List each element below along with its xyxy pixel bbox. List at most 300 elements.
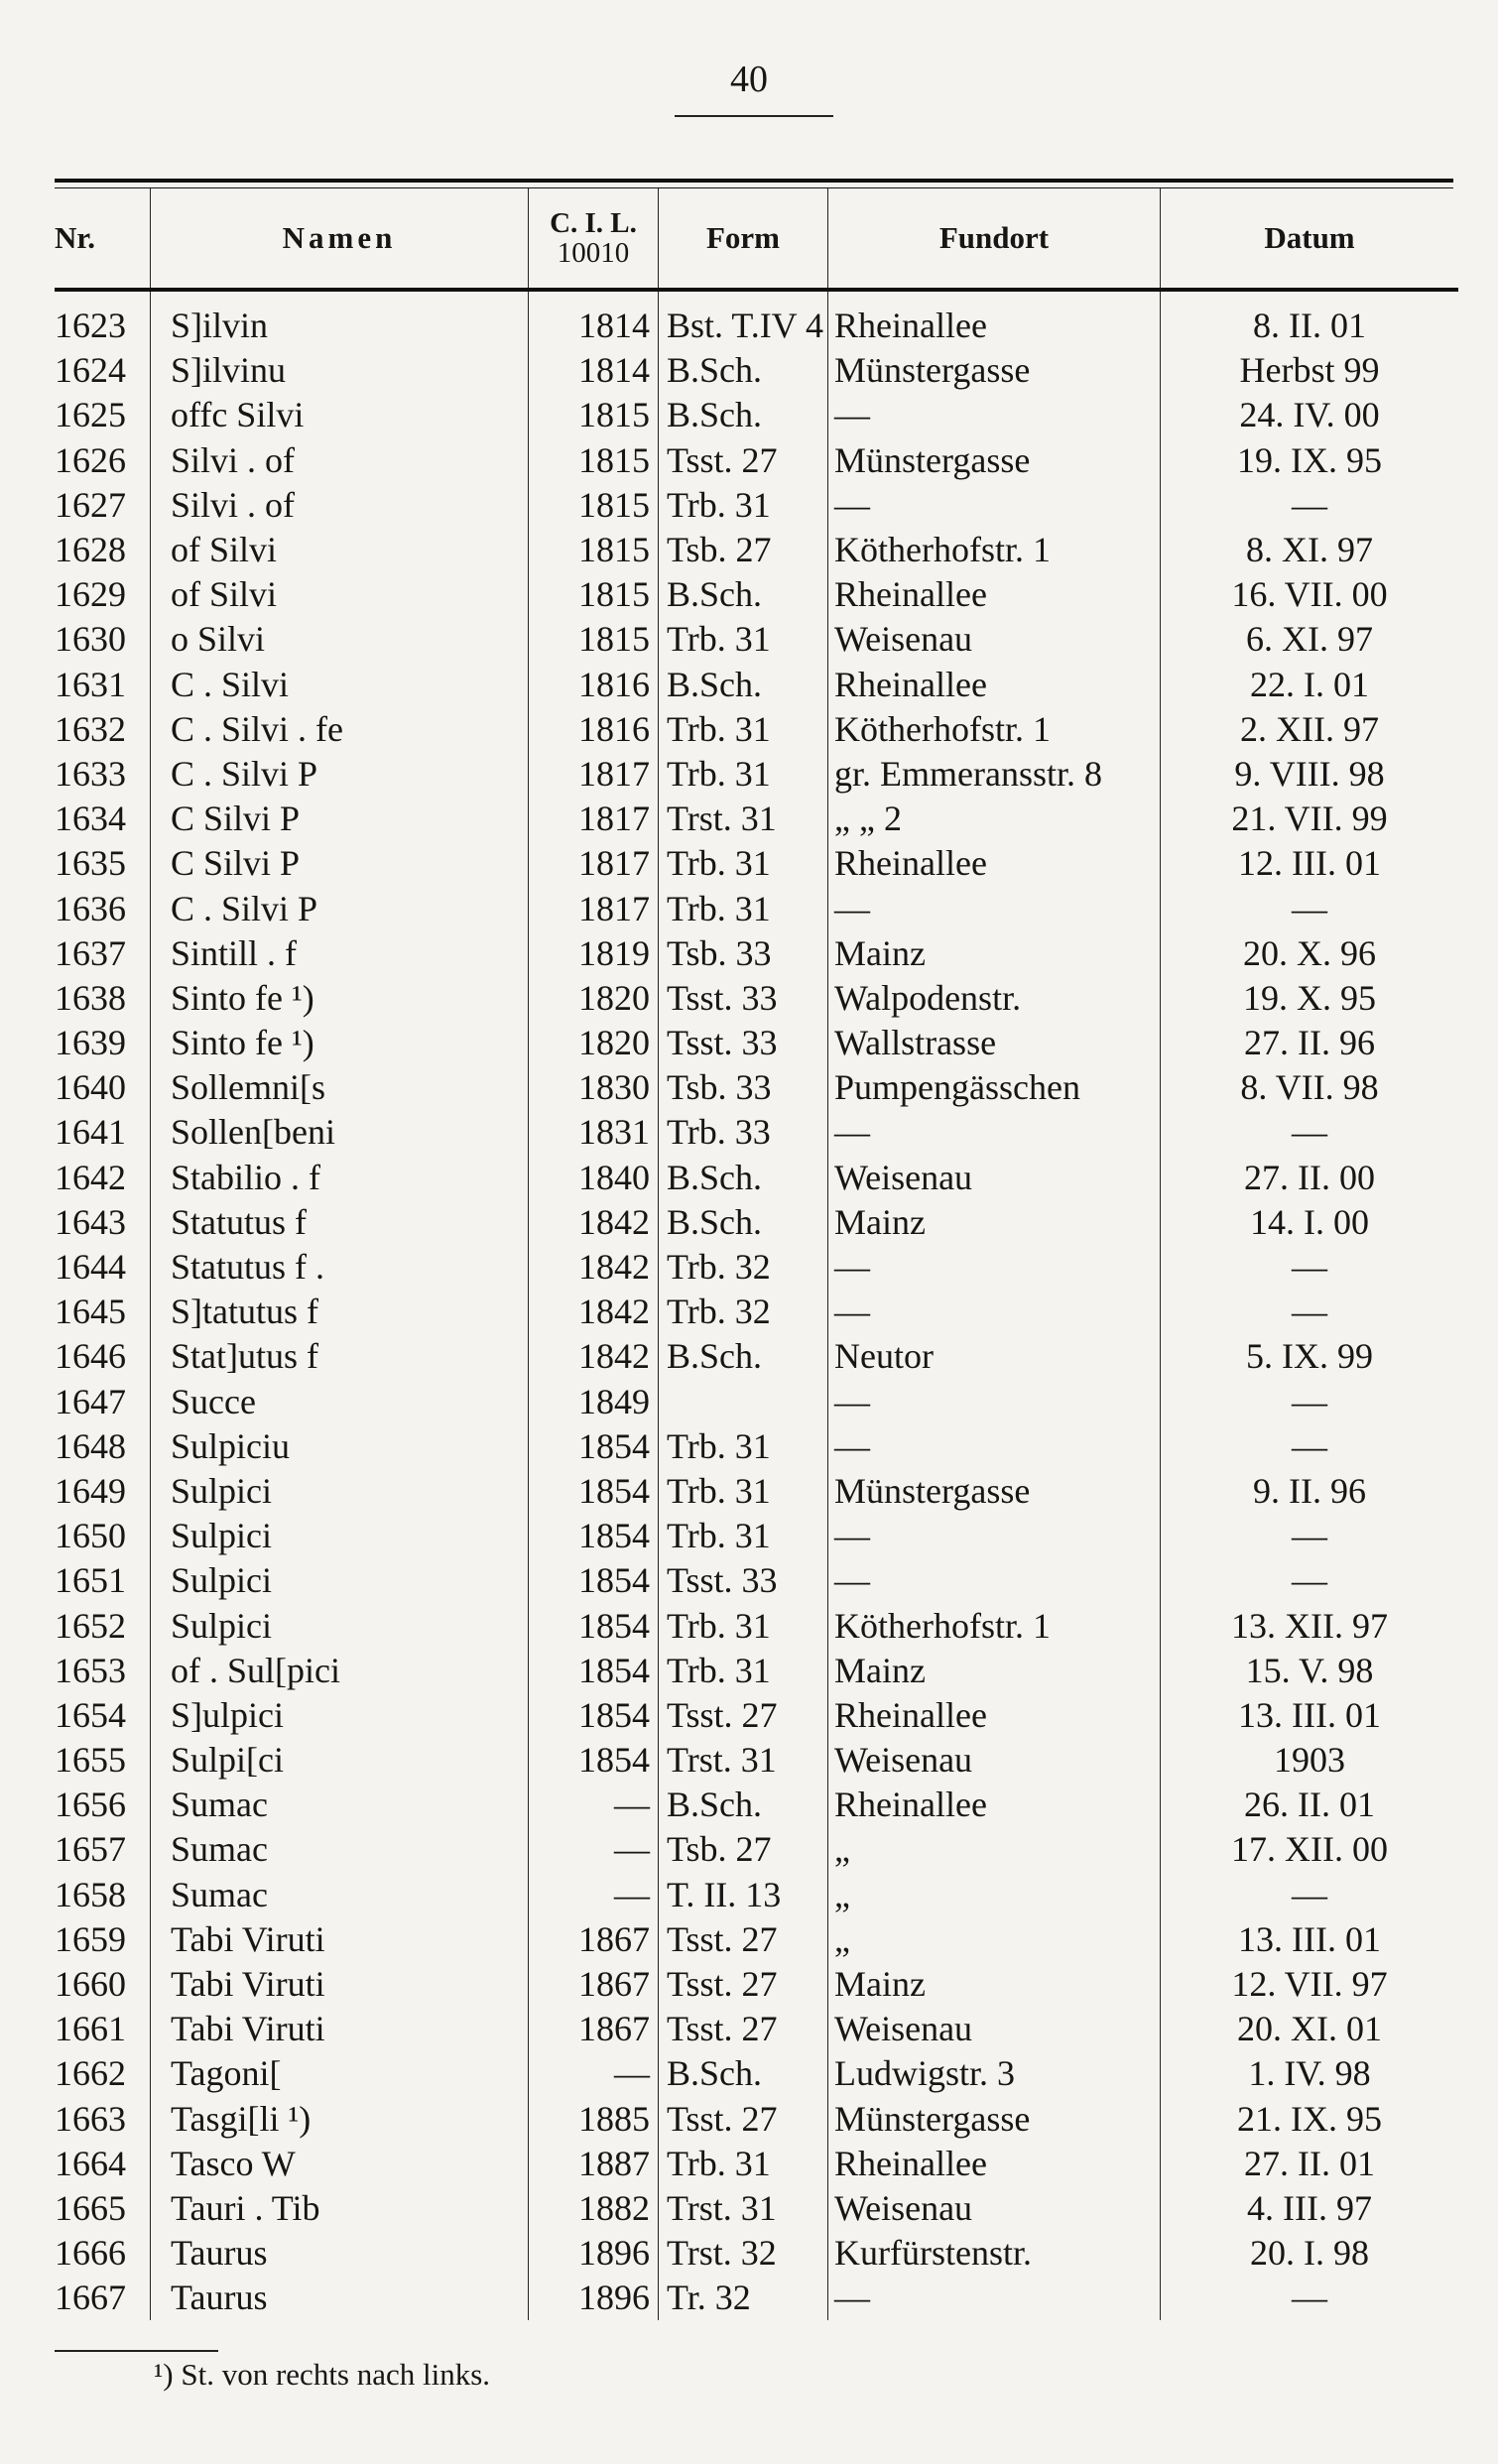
cell-datum: 20. I. 98 bbox=[1161, 2231, 1459, 2276]
cell-nr: 1644 bbox=[55, 1247, 126, 1288]
cell-fundort: Neutor bbox=[828, 1334, 1161, 1379]
cell-form: B.Sch. bbox=[659, 663, 828, 707]
table-row bbox=[55, 1110, 1458, 1155]
cell-fundort: Rheinallee bbox=[828, 841, 1161, 886]
cell-name: C . Silvi . fe bbox=[151, 707, 529, 752]
header-datum: Datum bbox=[1161, 188, 1459, 290]
cell-nr: 1629 bbox=[55, 574, 126, 615]
cell-fundort: „ „ 2 bbox=[828, 797, 1161, 841]
catalog-table-wrapper bbox=[55, 179, 1453, 2320]
cell-nr: 1649 bbox=[55, 1470, 126, 1511]
header-namen: Namen bbox=[151, 188, 529, 290]
cell-cil: 1816 bbox=[529, 663, 659, 707]
cell-datum: — bbox=[1161, 1380, 1459, 1424]
cell-nr: 1632 bbox=[55, 708, 126, 749]
cell-form: Trb. 31 bbox=[659, 617, 828, 662]
cell-nr: 1641 bbox=[55, 1112, 126, 1153]
cell-form: T. II. 13 bbox=[659, 1873, 828, 1917]
cell-nr: 1630 bbox=[55, 619, 126, 660]
cell-nr: 1658 bbox=[55, 1874, 126, 1914]
cell-form: Trst. 31 bbox=[659, 1738, 828, 1783]
cell-cil: 1896 bbox=[529, 2231, 659, 2276]
cell-datum: 8. VII. 98 bbox=[1161, 1065, 1459, 1110]
cell-nr: 1646 bbox=[55, 1336, 126, 1377]
cell-cil: 1817 bbox=[529, 797, 659, 841]
cell-form: Tsst. 27 bbox=[659, 2007, 828, 2051]
cell-fundort: — bbox=[828, 1514, 1161, 1558]
table-row bbox=[55, 1917, 1458, 1962]
cell-form: B.Sch. bbox=[659, 348, 828, 393]
cell-form: Tsst. 33 bbox=[659, 1558, 828, 1603]
cell-datum: 19. X. 95 bbox=[1161, 976, 1459, 1021]
cell-nr: 1638 bbox=[55, 977, 126, 1018]
cell-cil: 1840 bbox=[529, 1156, 659, 1200]
cell-nr: 1661 bbox=[55, 2009, 126, 2049]
cell-name: Tasco W bbox=[151, 2142, 529, 2186]
cell-name: offc Silvi bbox=[151, 393, 529, 437]
cell-nr: 1634 bbox=[55, 799, 126, 839]
cell-name: Tagoni[ bbox=[151, 2051, 529, 2096]
cell-datum: 27. II. 00 bbox=[1161, 1156, 1459, 1200]
cell-form: Trb. 31 bbox=[659, 841, 828, 886]
table-row bbox=[55, 393, 1458, 437]
cell-form: Tsst. 27 bbox=[659, 438, 828, 483]
cell-form: B.Sch. bbox=[659, 1156, 828, 1200]
cell-cil: 1815 bbox=[529, 438, 659, 483]
cell-fundort: Weisenau bbox=[828, 2186, 1161, 2231]
cell-name: Sumac bbox=[151, 1783, 529, 1827]
cell-fundort: Rheinallee bbox=[828, 1783, 1161, 1827]
cell-datum: 13. XII. 97 bbox=[1161, 1603, 1459, 1648]
cell-form: Tsst. 27 bbox=[659, 1917, 828, 1962]
cell-cil: 1842 bbox=[529, 1245, 659, 1290]
cell-name: of . Sul[pici bbox=[151, 1649, 529, 1693]
cell-datum: 21. IX. 95 bbox=[1161, 2097, 1459, 2142]
cell-form: Trb. 33 bbox=[659, 1110, 828, 1155]
cell-name: Sulpici bbox=[151, 1514, 529, 1558]
cell-cil: 1814 bbox=[529, 290, 659, 348]
cell-datum: — bbox=[1161, 1290, 1459, 1334]
table-row bbox=[55, 1021, 1458, 1065]
cell-form: Tsb. 33 bbox=[659, 931, 828, 976]
table-row bbox=[55, 2007, 1458, 2051]
cell-fundort: gr. Emmeransstr. 8 bbox=[828, 752, 1161, 797]
header-cil bbox=[529, 188, 659, 290]
cell-nr: 1623 bbox=[55, 306, 126, 346]
cell-cil: 1831 bbox=[529, 1110, 659, 1155]
cell-datum: — bbox=[1161, 2276, 1459, 2320]
header-cil-top: C. I. L. bbox=[550, 206, 637, 239]
cell-cil: 1896 bbox=[529, 2276, 659, 2320]
cell-cil: 1887 bbox=[529, 2142, 659, 2186]
cell-form: B.Sch. bbox=[659, 393, 828, 437]
table-row bbox=[55, 483, 1458, 528]
cell-name: Succe bbox=[151, 1380, 529, 1424]
cell-nr: 1651 bbox=[55, 1560, 126, 1601]
cell-fundort: Weisenau bbox=[828, 2007, 1161, 2051]
cell-name: Tabi Viruti bbox=[151, 2007, 529, 2051]
cell-datum: 20. XI. 01 bbox=[1161, 2007, 1459, 2051]
cell-name: C Silvi P bbox=[151, 797, 529, 841]
cell-datum: 24. IV. 00 bbox=[1161, 393, 1459, 437]
cell-datum: 19. IX. 95 bbox=[1161, 438, 1459, 483]
table-row bbox=[55, 1962, 1458, 2007]
catalog-table bbox=[55, 188, 1458, 2320]
cell-cil: 1854 bbox=[529, 1558, 659, 1603]
cell-nr: 1664 bbox=[55, 2143, 126, 2183]
cell-name: Sulpici bbox=[151, 1469, 529, 1514]
table-row bbox=[55, 617, 1458, 662]
cell-nr: 1637 bbox=[55, 932, 126, 973]
cell-form: Trb. 31 bbox=[659, 1603, 828, 1648]
cell-datum: 9. II. 96 bbox=[1161, 1469, 1459, 1514]
table-row bbox=[55, 1245, 1458, 1290]
cell-nr: 1645 bbox=[55, 1292, 126, 1332]
cell-fundort: Weisenau bbox=[828, 1156, 1161, 1200]
cell-nr: 1636 bbox=[55, 888, 126, 928]
cell-fundort: — bbox=[828, 1380, 1161, 1424]
cell-form: B.Sch. bbox=[659, 1783, 828, 1827]
cell-form: Tsb. 27 bbox=[659, 1827, 828, 1872]
cell-name: of Silvi bbox=[151, 528, 529, 572]
cell-cil: 1854 bbox=[529, 1514, 659, 1558]
table-row bbox=[55, 438, 1458, 483]
cell-datum: 1903 bbox=[1161, 1738, 1459, 1783]
header-form: Form bbox=[659, 188, 828, 290]
cell-fundort: Ludwigstr. 3 bbox=[828, 2051, 1161, 2096]
table-row bbox=[55, 752, 1458, 797]
cell-fundort: — bbox=[828, 886, 1161, 930]
cell-datum: 8. II. 01 bbox=[1161, 290, 1459, 348]
cell-fundort: Weisenau bbox=[828, 617, 1161, 662]
cell-form: B.Sch. bbox=[659, 2051, 828, 2096]
cell-form: Trb. 31 bbox=[659, 1649, 828, 1693]
cell-name: Sulpici bbox=[151, 1558, 529, 1603]
cell-name: Silvi . of bbox=[151, 438, 529, 483]
page-number: 40 bbox=[730, 59, 768, 100]
cell-form: Trst. 32 bbox=[659, 2231, 828, 2276]
cell-datum: 17. XII. 00 bbox=[1161, 1827, 1459, 1872]
cell-cil: 1815 bbox=[529, 572, 659, 617]
cell-form: Trb. 31 bbox=[659, 886, 828, 930]
cell-name: C Silvi P bbox=[151, 841, 529, 886]
cell-datum: 27. II. 96 bbox=[1161, 1021, 1459, 1065]
cell-fundort: Mainz bbox=[828, 1962, 1161, 2007]
cell-name: S]ulpici bbox=[151, 1693, 529, 1738]
cell-cil: — bbox=[529, 2051, 659, 2096]
cell-form: B.Sch. bbox=[659, 1334, 828, 1379]
cell-form: Trst. 31 bbox=[659, 2186, 828, 2231]
cell-name: Tasgi[li ¹) bbox=[151, 2097, 529, 2142]
table-row bbox=[55, 1156, 1458, 1200]
cell-name: Sinto fe ¹) bbox=[151, 976, 529, 1021]
cell-fundort: Rheinallee bbox=[828, 290, 1161, 348]
cell-name: of Silvi bbox=[151, 572, 529, 617]
cell-datum: — bbox=[1161, 1558, 1459, 1603]
cell-nr: 1643 bbox=[55, 1201, 126, 1242]
header-nr: Nr. bbox=[55, 219, 96, 255]
table-row bbox=[55, 1065, 1458, 1110]
cell-name: S]ilvin bbox=[151, 290, 529, 348]
cell-cil: 1815 bbox=[529, 483, 659, 528]
cell-fundort: Rheinallee bbox=[828, 572, 1161, 617]
cell-fundort: — bbox=[828, 483, 1161, 528]
cell-nr: 1652 bbox=[55, 1605, 126, 1646]
cell-datum: 13. III. 01 bbox=[1161, 1917, 1459, 1962]
cell-fundort: — bbox=[828, 1290, 1161, 1334]
cell-name: Sumac bbox=[151, 1873, 529, 1917]
cell-nr: 1665 bbox=[55, 2187, 126, 2228]
table-row bbox=[55, 976, 1458, 1021]
cell-cil: 1815 bbox=[529, 528, 659, 572]
cell-nr: 1656 bbox=[55, 1785, 126, 1825]
table-row bbox=[55, 1200, 1458, 1245]
cell-form: Tsst. 27 bbox=[659, 1693, 828, 1738]
table-row bbox=[55, 886, 1458, 930]
table-row bbox=[55, 931, 1458, 976]
cell-datum: 13. III. 01 bbox=[1161, 1693, 1459, 1738]
cell-name: o Silvi bbox=[151, 617, 529, 662]
cell-name: Stabilio . f bbox=[151, 1156, 529, 1200]
cell-datum: 15. V. 98 bbox=[1161, 1649, 1459, 1693]
cell-datum: 20. X. 96 bbox=[1161, 931, 1459, 976]
cell-datum: 8. XI. 97 bbox=[1161, 528, 1459, 572]
cell-name: Sollen[beni bbox=[151, 1110, 529, 1155]
cell-form: Trst. 31 bbox=[659, 797, 828, 841]
cell-form: Tsst. 33 bbox=[659, 976, 828, 1021]
cell-cil: 1842 bbox=[529, 1200, 659, 1245]
cell-form: Bst. T.IV 4 bbox=[659, 290, 828, 348]
cell-cil: 1882 bbox=[529, 2186, 659, 2231]
footnote: ¹) St. von rechts nach links. bbox=[154, 2357, 491, 2392]
cell-name: Sollemni[s bbox=[151, 1065, 529, 1110]
cell-form: Trb. 31 bbox=[659, 752, 828, 797]
cell-nr: 1663 bbox=[55, 2098, 126, 2139]
cell-cil: 1820 bbox=[529, 1021, 659, 1065]
cell-name: Tabi Viruti bbox=[151, 1917, 529, 1962]
cell-nr: 1635 bbox=[55, 843, 126, 884]
table-row bbox=[55, 1334, 1458, 1379]
cell-nr: 1631 bbox=[55, 664, 126, 704]
cell-cil: 1854 bbox=[529, 1424, 659, 1469]
cell-fundort: Mainz bbox=[828, 1200, 1161, 1245]
cell-fundort: — bbox=[828, 393, 1161, 437]
cell-nr: 1633 bbox=[55, 753, 126, 794]
cell-nr: 1655 bbox=[55, 1740, 126, 1781]
cell-fundort: — bbox=[828, 1424, 1161, 1469]
table-row bbox=[55, 1738, 1458, 1783]
table-row bbox=[55, 1603, 1458, 1648]
cell-cil: 1849 bbox=[529, 1380, 659, 1424]
cell-cil: 1867 bbox=[529, 1917, 659, 1962]
cell-form: Tsst. 27 bbox=[659, 2097, 828, 2142]
cell-datum: 26. II. 01 bbox=[1161, 1783, 1459, 1827]
table-row bbox=[55, 1514, 1458, 1558]
cell-nr: 1626 bbox=[55, 439, 126, 480]
cell-cil: 1854 bbox=[529, 1603, 659, 1648]
table-row bbox=[55, 1783, 1458, 1827]
cell-datum: — bbox=[1161, 1873, 1459, 1917]
table-row bbox=[55, 1424, 1458, 1469]
cell-cil: — bbox=[529, 1827, 659, 1872]
cell-nr: 1667 bbox=[55, 2278, 126, 2318]
cell-name: Sumac bbox=[151, 1827, 529, 1872]
cell-fundort: — bbox=[828, 2276, 1161, 2320]
cell-name: S]tatutus f bbox=[151, 1290, 529, 1334]
cell-fundort: Rheinallee bbox=[828, 1693, 1161, 1738]
cell-datum: 14. I. 00 bbox=[1161, 1200, 1459, 1245]
cell-datum: — bbox=[1161, 1245, 1459, 1290]
cell-datum: 27. II. 01 bbox=[1161, 2142, 1459, 2186]
cell-fundort: „ bbox=[828, 1873, 1161, 1917]
cell-datum: 12. VII. 97 bbox=[1161, 1962, 1459, 2007]
table-row bbox=[55, 2186, 1458, 2231]
cell-form bbox=[659, 1380, 828, 1424]
table-row bbox=[55, 348, 1458, 393]
cell-fundort: Münstergasse bbox=[828, 1469, 1161, 1514]
cell-name: Sulpiciu bbox=[151, 1424, 529, 1469]
cell-fundort: Rheinallee bbox=[828, 663, 1161, 707]
cell-fundort: Wallstrasse bbox=[828, 1021, 1161, 1065]
table-row bbox=[55, 707, 1458, 752]
cell-fundort: Mainz bbox=[828, 931, 1161, 976]
cell-name: C . Silvi P bbox=[151, 752, 529, 797]
cell-cil: 1885 bbox=[529, 2097, 659, 2142]
cell-datum: 21. VII. 99 bbox=[1161, 797, 1459, 841]
cell-datum: — bbox=[1161, 1514, 1459, 1558]
cell-datum: — bbox=[1161, 886, 1459, 930]
cell-name: C . Silvi P bbox=[151, 886, 529, 930]
cell-datum: 4. III. 97 bbox=[1161, 2186, 1459, 2231]
cell-cil: 1817 bbox=[529, 841, 659, 886]
cell-cil: 1854 bbox=[529, 1469, 659, 1514]
table-row bbox=[55, 2276, 1458, 2320]
cell-nr: 1625 bbox=[55, 395, 126, 435]
cell-fundort: — bbox=[828, 1558, 1161, 1603]
header-fundort: Fundort bbox=[828, 188, 1161, 290]
cell-fundort: Mainz bbox=[828, 1649, 1161, 1693]
cell-form: Trb. 31 bbox=[659, 1514, 828, 1558]
cell-name: Sulpici bbox=[151, 1603, 529, 1648]
cell-name: Sinto fe ¹) bbox=[151, 1021, 529, 1065]
cell-nr: 1666 bbox=[55, 2233, 126, 2274]
cell-datum: 9. VIII. 98 bbox=[1161, 752, 1459, 797]
cell-nr: 1648 bbox=[55, 1425, 126, 1466]
cell-fundort: Münstergasse bbox=[828, 438, 1161, 483]
cell-name: S]ilvinu bbox=[151, 348, 529, 393]
cell-fundort: Kötherhofstr. 1 bbox=[828, 1603, 1161, 1648]
cell-nr: 1628 bbox=[55, 530, 126, 570]
cell-name: C . Silvi bbox=[151, 663, 529, 707]
cell-fundort: Münstergasse bbox=[828, 348, 1161, 393]
table-row bbox=[55, 663, 1458, 707]
cell-nr: 1647 bbox=[55, 1381, 126, 1421]
table-row bbox=[55, 2097, 1458, 2142]
cell-nr: 1653 bbox=[55, 1650, 126, 1690]
cell-name: Taurus bbox=[151, 2231, 529, 2276]
cell-name: Statutus f . bbox=[151, 1245, 529, 1290]
table-row bbox=[55, 290, 1458, 348]
cell-cil: 1815 bbox=[529, 617, 659, 662]
page-number-rule bbox=[675, 115, 833, 117]
cell-cil: 1815 bbox=[529, 393, 659, 437]
cell-form: Tsst. 33 bbox=[659, 1021, 828, 1065]
cell-form: Trb. 31 bbox=[659, 2142, 828, 2186]
cell-fundort: — bbox=[828, 1110, 1161, 1155]
cell-form: B.Sch. bbox=[659, 572, 828, 617]
cell-fundort: Weisenau bbox=[828, 1738, 1161, 1783]
cell-nr: 1659 bbox=[55, 1918, 126, 1959]
cell-nr: 1639 bbox=[55, 1023, 126, 1063]
cell-nr: 1650 bbox=[55, 1516, 126, 1556]
cell-datum: 12. III. 01 bbox=[1161, 841, 1459, 886]
cell-cil: 1816 bbox=[529, 707, 659, 752]
cell-fundort: Münstergasse bbox=[828, 2097, 1161, 2142]
cell-form: Tsb. 27 bbox=[659, 528, 828, 572]
cell-form: Trb. 32 bbox=[659, 1290, 828, 1334]
cell-form: Tsb. 33 bbox=[659, 1065, 828, 1110]
table-row bbox=[55, 797, 1458, 841]
cell-nr: 1660 bbox=[55, 1964, 126, 2005]
cell-form: B.Sch. bbox=[659, 1200, 828, 1245]
cell-datum: 1. IV. 98 bbox=[1161, 2051, 1459, 2096]
cell-fundort: — bbox=[828, 1245, 1161, 1290]
table-row bbox=[55, 2051, 1458, 2096]
table-row bbox=[55, 528, 1458, 572]
cell-name: Stat]utus f bbox=[151, 1334, 529, 1379]
cell-datum: Herbst 99 bbox=[1161, 348, 1459, 393]
cell-cil: 1867 bbox=[529, 2007, 659, 2051]
cell-cil: 1814 bbox=[529, 348, 659, 393]
table-row bbox=[55, 1558, 1458, 1603]
cell-form: Trb. 31 bbox=[659, 1469, 828, 1514]
cell-fundort: Walpodenstr. bbox=[828, 976, 1161, 1021]
cell-form: Trb. 31 bbox=[659, 483, 828, 528]
cell-fundort: Pumpengässchen bbox=[828, 1065, 1161, 1110]
cell-form: Tr. 32 bbox=[659, 2276, 828, 2320]
table-body bbox=[55, 290, 1458, 2320]
table-row bbox=[55, 2231, 1458, 2276]
cell-cil: 1830 bbox=[529, 1065, 659, 1110]
table-row bbox=[55, 1827, 1458, 1872]
cell-name: Tauri . Tib bbox=[151, 2186, 529, 2231]
cell-datum: 22. I. 01 bbox=[1161, 663, 1459, 707]
cell-nr: 1642 bbox=[55, 1157, 126, 1197]
cell-datum: 6. XI. 97 bbox=[1161, 617, 1459, 662]
table-row bbox=[55, 2142, 1458, 2186]
top-rule-thick bbox=[55, 179, 1453, 183]
cell-cil: — bbox=[529, 1783, 659, 1827]
cell-datum: — bbox=[1161, 1110, 1459, 1155]
cell-name: Statutus f bbox=[151, 1200, 529, 1245]
cell-cil: — bbox=[529, 1873, 659, 1917]
table-row bbox=[55, 841, 1458, 886]
cell-cil: 1854 bbox=[529, 1693, 659, 1738]
cell-form: Trb. 31 bbox=[659, 1424, 828, 1469]
cell-name: Sintill . f bbox=[151, 931, 529, 976]
cell-nr: 1662 bbox=[55, 2053, 126, 2094]
cell-fundort: „ bbox=[828, 1827, 1161, 1872]
cell-fundort: Kötherhofstr. 1 bbox=[828, 528, 1161, 572]
cell-nr: 1654 bbox=[55, 1694, 126, 1735]
cell-fundort: Rheinallee bbox=[828, 2142, 1161, 2186]
cell-name: Sulpi[ci bbox=[151, 1738, 529, 1783]
cell-cil: 1854 bbox=[529, 1649, 659, 1693]
table-row bbox=[55, 1469, 1458, 1514]
cell-fundort: Kurfürstenstr. bbox=[828, 2231, 1161, 2276]
table-row bbox=[55, 1693, 1458, 1738]
cell-cil: 1842 bbox=[529, 1334, 659, 1379]
